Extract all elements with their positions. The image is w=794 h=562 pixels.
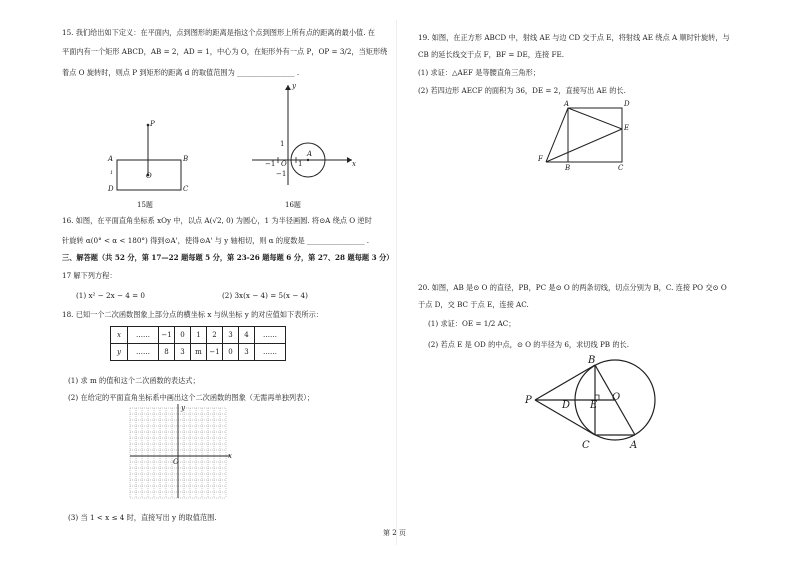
q18-sub3: (3) 当 1 < x ≤ 4 时，直接写出 y 的取值范围. xyxy=(68,513,217,522)
fig16-label-y: y xyxy=(292,82,296,90)
q19-sub2: (2) 若四边形 AECF 的面积为 36，DE = 2，直接写出 AE 的长. xyxy=(418,86,626,95)
fig15-point-p xyxy=(147,124,150,127)
q18-coordinate-grid xyxy=(130,408,230,504)
fig20-label-c: C xyxy=(582,440,590,451)
fig20-label-b: B xyxy=(588,355,596,366)
table-cell: m xyxy=(191,344,207,361)
fig19-square-abcd xyxy=(568,108,622,162)
table-cell: x xyxy=(111,327,128,344)
table-cell: 0 xyxy=(223,344,239,361)
fig19-label-b: B xyxy=(565,164,571,172)
table-cell: 0 xyxy=(175,327,191,344)
fig16-label-one-y: 1 xyxy=(280,140,285,148)
q17-title: 17 解下列方程： xyxy=(62,271,117,280)
table-cell: −1 xyxy=(159,327,175,344)
fig15-label-b: B xyxy=(183,155,189,163)
fig15-label-p: P xyxy=(150,120,155,128)
fig19-label-a: A xyxy=(564,100,570,108)
table-cell: …… xyxy=(255,344,286,361)
q15-line3: 着点 O 旋转时，则点 P 到矩形的距离 d 的取值范围为 ________________ . xyxy=(62,68,300,77)
fig20-label-e: E xyxy=(590,400,598,411)
q18-value-table xyxy=(110,326,286,361)
table-row-x xyxy=(111,327,286,344)
grid-label-x: x xyxy=(228,452,232,460)
fig15-caption: 15题 xyxy=(137,201,153,209)
table-cell: 3 xyxy=(175,344,191,361)
fig15-label-d: D xyxy=(108,185,114,193)
fig15-label-c: C xyxy=(183,185,189,193)
section3-heading: 三、解答题（共 52 分，第 17—22 题每题 5 分，第 23-26 题每题 6 分，第 27、28 题每题 3 分） xyxy=(62,253,394,262)
page-number: 第 2 页 xyxy=(383,529,406,537)
q20-sub2: (2) 若点 E 是 OD 的中点，⊙ O 的半径为 6，求切线 PB 的长. xyxy=(428,340,630,349)
table-cell: 3 xyxy=(239,344,255,361)
table-cell: …… xyxy=(255,327,286,344)
table-cell: −1 xyxy=(207,344,223,361)
column-divider xyxy=(396,20,397,545)
q18-sub2: (2) 在给定的平面直角坐标系中画出这个二次函数的图象（无需再单独列表）； xyxy=(68,393,315,402)
fig20-label-p: P xyxy=(525,395,532,406)
q15-line1: 15. 我们给出如下定义：在平面内，点到图形的距离是指这个点到图形上所有点的距离的最小值. 在 xyxy=(62,28,375,37)
fig16-label-neg-one-y: −1 xyxy=(276,170,287,178)
table-cell: 3 xyxy=(223,327,239,344)
fig16-label-o: O xyxy=(281,160,287,168)
q20-line2: 于点 D，交 BC 于点 E，连接 AC. xyxy=(418,300,529,309)
fig16-label-one-x: 1 xyxy=(298,160,303,168)
fig16-label-neg-one-x: −1 xyxy=(265,160,276,168)
fig20-label-o: O xyxy=(612,392,621,403)
fig16-axes-diagram xyxy=(252,85,362,195)
grid-label-y: y xyxy=(181,404,185,412)
q20-sub1: (1) 求证：OE = 1/2 AC； xyxy=(428,319,516,328)
q19-line2: CB 的延长线交于点 F，BF = DE，连接 FE. xyxy=(418,50,565,59)
table-cell: 8 xyxy=(159,344,175,361)
grid-label-o: O xyxy=(173,458,179,466)
q16-line1: 16. 如图，在平面直角坐标系 xOy 中，以点 A(√2, 0) 为圆心，1 为半径画圆. 将⊙A 绕点 O 逆时 xyxy=(62,216,372,225)
q17-eq2: (2) 3x(x − 4) = 5(x − 4) xyxy=(222,291,308,300)
table-row-y xyxy=(111,344,286,361)
q16-line2: 针旋转 α(0° < α < 180°) 得到⊙A'，使得⊙A' 与 y 轴相切，则 α 的度数是 ________________ . xyxy=(62,236,369,245)
fig20-label-d: D xyxy=(562,400,571,411)
fig20-circle-tangent-diagram xyxy=(535,355,665,455)
fig15-label-a: A xyxy=(108,155,114,163)
q18-intro: 18. 已知一个二次函数图象上部分点的横坐标 x 与纵坐标 y 的对应值如下表所示： xyxy=(62,310,323,319)
q19-line1: 19. 如图，在正方形 ABCD 中，射线 AE 与边 CD 交于点 E，将射线 AE 绕点 A 顺时针旋转，与 xyxy=(418,33,730,42)
fig15-label-o: O xyxy=(146,172,152,180)
q17-eq1: (1) x² − 2x − 4 = 0 xyxy=(76,291,145,300)
fig16-label-a: A xyxy=(307,150,313,158)
fig20-tangent-pb xyxy=(535,365,595,400)
table-cell: …… xyxy=(128,327,159,344)
table-cell: …… xyxy=(128,344,159,361)
fig19-segment-ae xyxy=(568,108,622,129)
q20-line1: 20. 如图，AB 是⊙ O 的直径，PB，PC 是⊙ O 的两条切线，切点分别为 B，C. 连接 PO 交⊙ O xyxy=(418,283,727,292)
fig20-label-a: A xyxy=(630,440,638,451)
fig19-square-diagram xyxy=(540,100,640,180)
fig19-label-f: F xyxy=(538,155,543,163)
table-cell: 1 xyxy=(191,327,207,344)
fig16-caption: 16题 xyxy=(285,201,301,209)
fig15-label-tick: 1 xyxy=(110,170,114,176)
table-cell: y xyxy=(111,344,128,361)
table-cell: 4 xyxy=(239,327,255,344)
fig19-label-e: E xyxy=(624,124,630,132)
q18-sub1: (1) 求 m 的值和这个二次函数的表达式； xyxy=(68,376,200,385)
fig19-label-c: C xyxy=(618,164,624,172)
fig19-label-d: D xyxy=(624,100,630,108)
table-cell: 2 xyxy=(207,327,223,344)
q19-sub1: (1) 求证：△AEF 是等腰直角三角形； xyxy=(418,68,540,77)
q15-line2: 平面内有一个矩形 ABCD，AB = 2，AD = 1，中心为 O，在矩形外有一点 P，OP = 3/2，当矩形绕 xyxy=(62,47,388,56)
fig16-label-x: x xyxy=(352,160,356,168)
